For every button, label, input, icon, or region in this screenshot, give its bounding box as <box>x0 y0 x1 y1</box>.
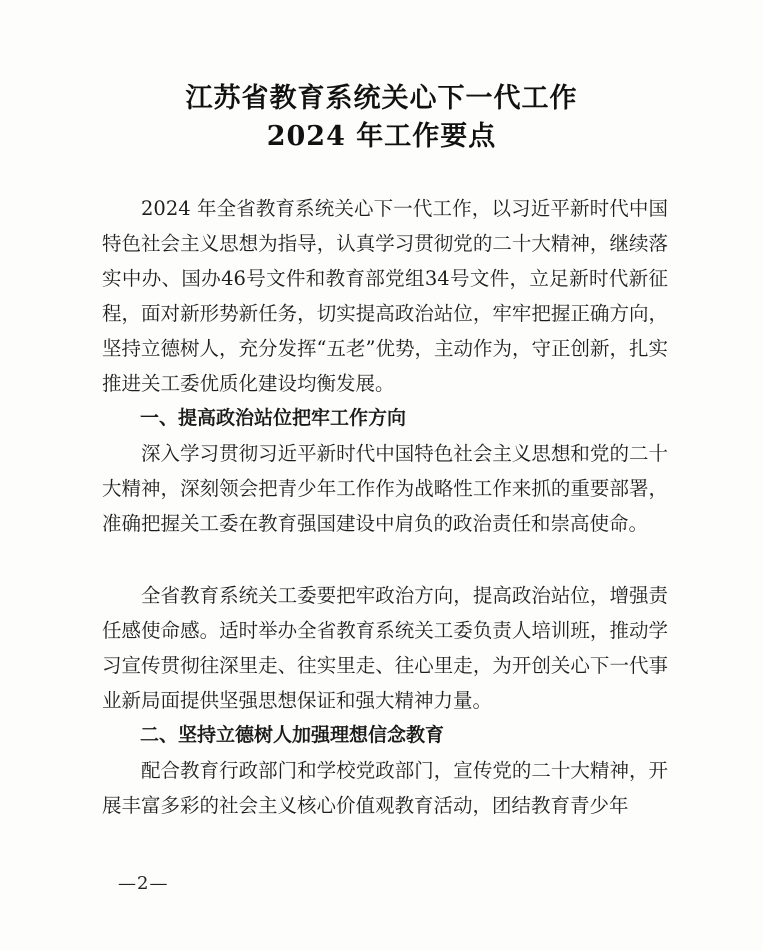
document-title-line1: 江苏省教育系统关心下一代工作 <box>185 83 578 114</box>
page-number: —2— <box>118 873 169 894</box>
paragraph-section2-a: 配合教育行政部门和学校党政部门，宣传党的二十大精神，开展丰富多彩的社会主义核心价值观教育活动，团结教育青少年 <box>102 759 668 817</box>
section-heading-2: 二、坚持立德树人加强理想信念教育 <box>140 724 445 746</box>
document-title-line2: 2024 年工作要点 <box>266 121 497 152</box>
paragraph-section1-b: 全省教育系统关工委要把牢政治方向，提高政治站位，增强责任感使命感。适时举办全省教育系统关工委负责人培训班，推动学习宣传贯彻往深里走、往实里走、往心里走，为开创关心下一代事业新局面提供坚强思想保证和强大精神力量。 <box>102 584 668 712</box>
section-heading-1: 一、提高政治站位把牢工作方向 <box>140 407 407 429</box>
paragraph-intro: 2024 年全省教育系统关心下一代工作，以习近平新时代中国特色社会主义思想为指导，认真学习贯彻党的二十大精神，继续落实中办、国办46号文件和教育部党组34号文件，立足新时代新征程，面对新形势新任务，切实提高政治站位，牢牢把握正确方向，坚持立德树人，充分发挥“五老”优势，主动作为，守正创新，扎实推进关工委优质化建设均衡发展。 <box>102 197 668 395</box>
paragraph-section1-a: 深入学习贯彻习近平新时代中国特色社会主义思想和党的二十大精神，深刻领会把青少年工作作为战略性工作来抓的重要部署，准确把握关工委在教育强国建设中肩负的政治责任和崇高使命。 <box>102 442 668 535</box>
